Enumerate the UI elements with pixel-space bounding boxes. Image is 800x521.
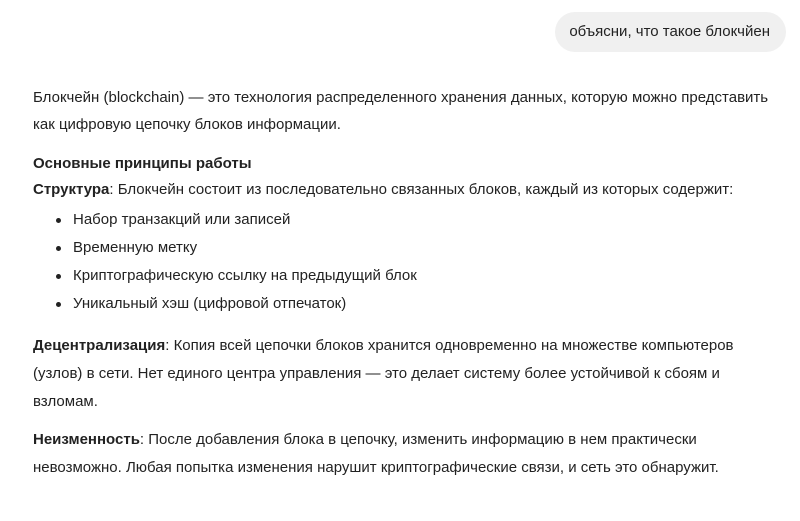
block-contents-list: [33, 206, 783, 318]
list-item-text: Временную метку: [73, 239, 198, 256]
immutability-text: : После добавления блока в цепочку, изменить информацию в нем практически невозможно. Любая попытка изменения нарушит криптографические связи, и сеть это обнаружит.: [33, 431, 719, 476]
structure-text: : Блокчейн состоит из последовательно связанных блоков, каждый из которых содержит:: [109, 181, 734, 198]
decentralization-text: : Копия всей цепочки блоков хранится одновременно на множестве компьютеров (узлов) в сети. Нет единого центра управления — это делает систему более устойчивой к сбоям и взломам.: [33, 337, 734, 410]
list-item-text: Криптографическую ссылку на предыдущий блок: [73, 267, 417, 284]
list-item: [33, 290, 783, 318]
structure-paragraph: [33, 176, 783, 203]
list-item: [33, 206, 783, 234]
assistant-response: [33, 84, 783, 482]
list-item-text: Набор транзакций или записей: [73, 211, 291, 228]
section-heading: Основные принципы работы: [33, 155, 252, 172]
user-message-text: объясни, что такое блокчйен: [569, 23, 770, 40]
immutability-term: Неизменность: [33, 431, 140, 448]
list-item-text: Уникальный хэш (цифровой отпечаток): [73, 295, 347, 312]
structure-term: Структура: [33, 181, 110, 198]
bullet-icon: [56, 246, 61, 251]
decentralization-paragraph: [33, 332, 783, 416]
user-message-bubble: [555, 12, 786, 52]
bullet-icon: [56, 274, 61, 279]
immutability-paragraph: [33, 426, 783, 482]
decentralization-term: Децентрализация: [33, 337, 166, 354]
list-item: [33, 234, 783, 262]
bullet-icon: [56, 302, 61, 307]
list-item: [33, 262, 783, 290]
bullet-icon: [56, 218, 61, 223]
intro-paragraph: Блокчейн (blockchain) — это технология распределенного хранения данных, которую можно представить как цифровую цепочку блоков информации.: [33, 89, 769, 133]
